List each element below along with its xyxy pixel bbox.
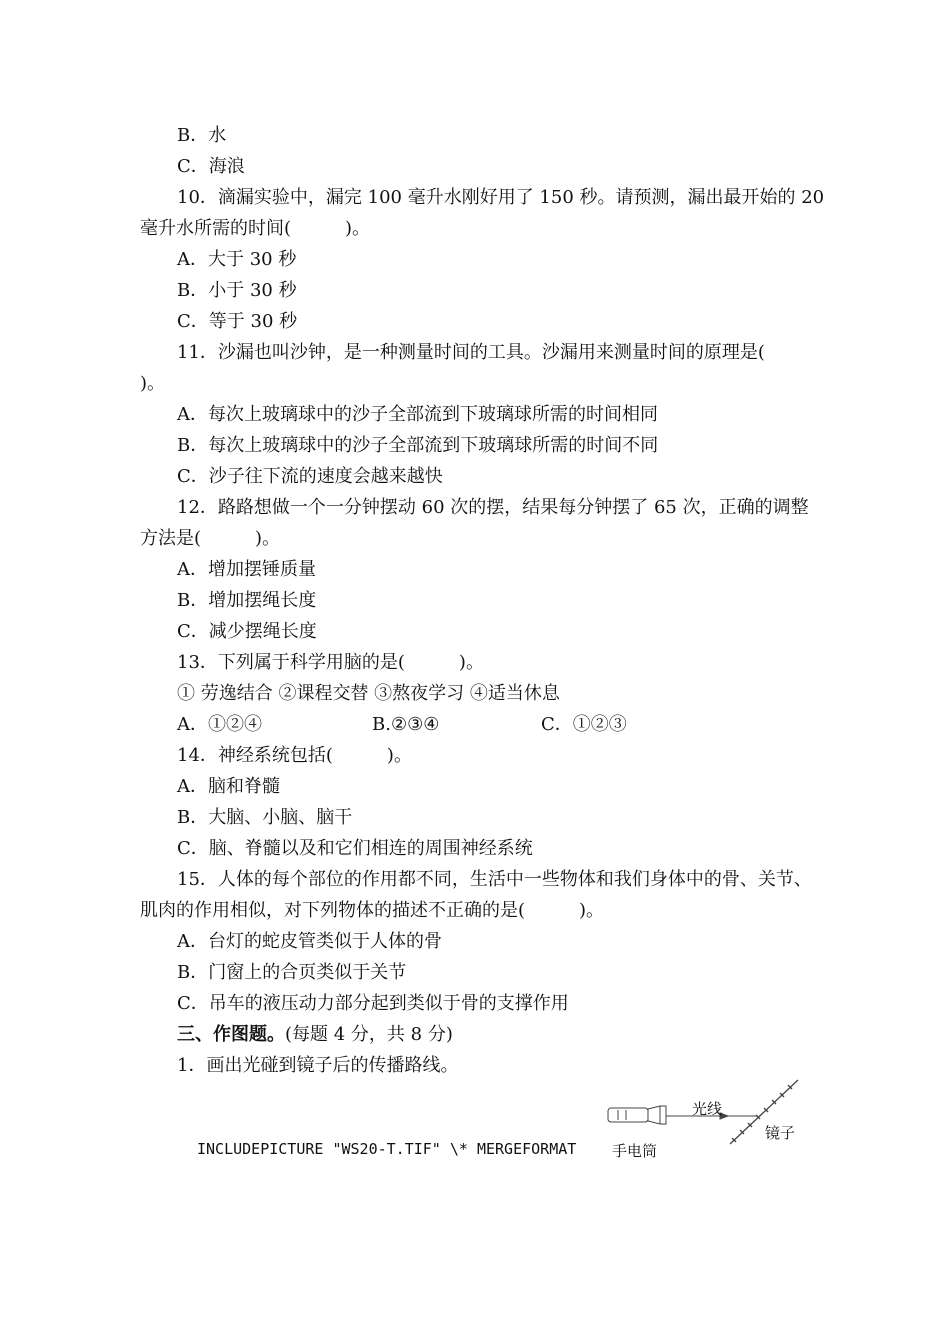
q10-stem-line1: 10．滴漏实验中，漏完 100 毫升水刚好用了 150 秒。请预测，漏出最开始的 20 (177, 187, 825, 208)
q9-option-b: B．水 (177, 125, 227, 146)
q14-option-c: C．脑、脊髓以及和它们相连的周围神经系统 (177, 838, 533, 859)
q12-stem-line2: 方法是( )。 (140, 528, 281, 549)
section-3-score-note: (每题 4 分，共 8 分) (285, 1024, 453, 1045)
mirror-label: 镜子 (765, 1124, 796, 1142)
ray-label: 光线 (692, 1100, 723, 1118)
flashlight-label: 手电筒 (612, 1142, 658, 1160)
q9-option-c: C．海浪 (177, 156, 245, 177)
q11-stem-line2: )。 (140, 373, 166, 394)
q14-option-b: B．大脑、小脑、脑干 (177, 807, 353, 828)
q12-option-a: A．增加摆锤质量 (177, 559, 316, 580)
q11-option-c: C．沙子往下流的速度会越来越快 (177, 466, 443, 487)
q12-option-c: C．减少摆绳长度 (177, 621, 317, 642)
q12-stem-line1: 12．路路想做一个一分钟摆动 60 次的摆，结果每分钟摆了 65 次，正确的调整 (177, 497, 809, 518)
q15-option-a: A．台灯的蛇皮管类似于人体的骨 (177, 931, 442, 952)
q14-stem: 14．神经系统包括( )。 (177, 745, 412, 766)
includepicture-field-code: INCLUDEPICTURE "WS20-T.TIF" \* MERGEFORMAT (197, 1140, 577, 1158)
q10-option-b: B．小于 30 秒 (177, 280, 297, 301)
q13-items: ① 劳逸结合 ②课程交替 ③熬夜学习 ④适当休息 (177, 683, 560, 704)
q13-option-b: B.②③④ (372, 714, 440, 735)
q15-option-b: B．门窗上的合页类似于关节 (177, 962, 407, 983)
section-3-q1: 1．画出光碰到镜子后的传播路线。 (177, 1055, 459, 1076)
q11-option-a: A．每次上玻璃球中的沙子全部流到下玻璃球所需的时间相同 (177, 404, 658, 425)
q15-stem-line1: 15．人体的每个部位的作用都不同，生活中一些物体和我们身体中的骨、关节、 (177, 869, 812, 890)
section-3-heading: 三、作图题。 (177, 1024, 285, 1045)
q15-stem-line2: 肌肉的作用相似，对下列物体的描述不正确的是( )。 (140, 900, 605, 921)
q12-option-b: B．增加摆绳长度 (177, 590, 317, 611)
section-3-header (177, 1023, 453, 1047)
q10-stem-line2: 毫升水所需的时间( )。 (140, 218, 371, 239)
q11-stem-line1: 11．沙漏也叫沙钟，是一种测量时间的工具。沙漏用来测量时间的原理是( (177, 342, 765, 363)
q13-option-a: A．①②④ (177, 714, 262, 735)
flashlight-icon (608, 1106, 666, 1124)
q13-option-c: C．①②③ (541, 714, 627, 735)
q10-option-a: A．大于 30 秒 (177, 249, 297, 270)
q14-option-a: A．脑和脊髓 (177, 776, 280, 797)
q11-option-b: B．每次上玻璃球中的沙子全部流到下玻璃球所需的时间不同 (177, 435, 659, 456)
q15-option-c: C．吊车的液压动力部分起到类似于骨的支撑作用 (177, 993, 569, 1014)
q10-option-c: C．等于 30 秒 (177, 311, 298, 332)
q13-stem: 13．下列属于科学用脑的是( )。 (177, 652, 484, 673)
